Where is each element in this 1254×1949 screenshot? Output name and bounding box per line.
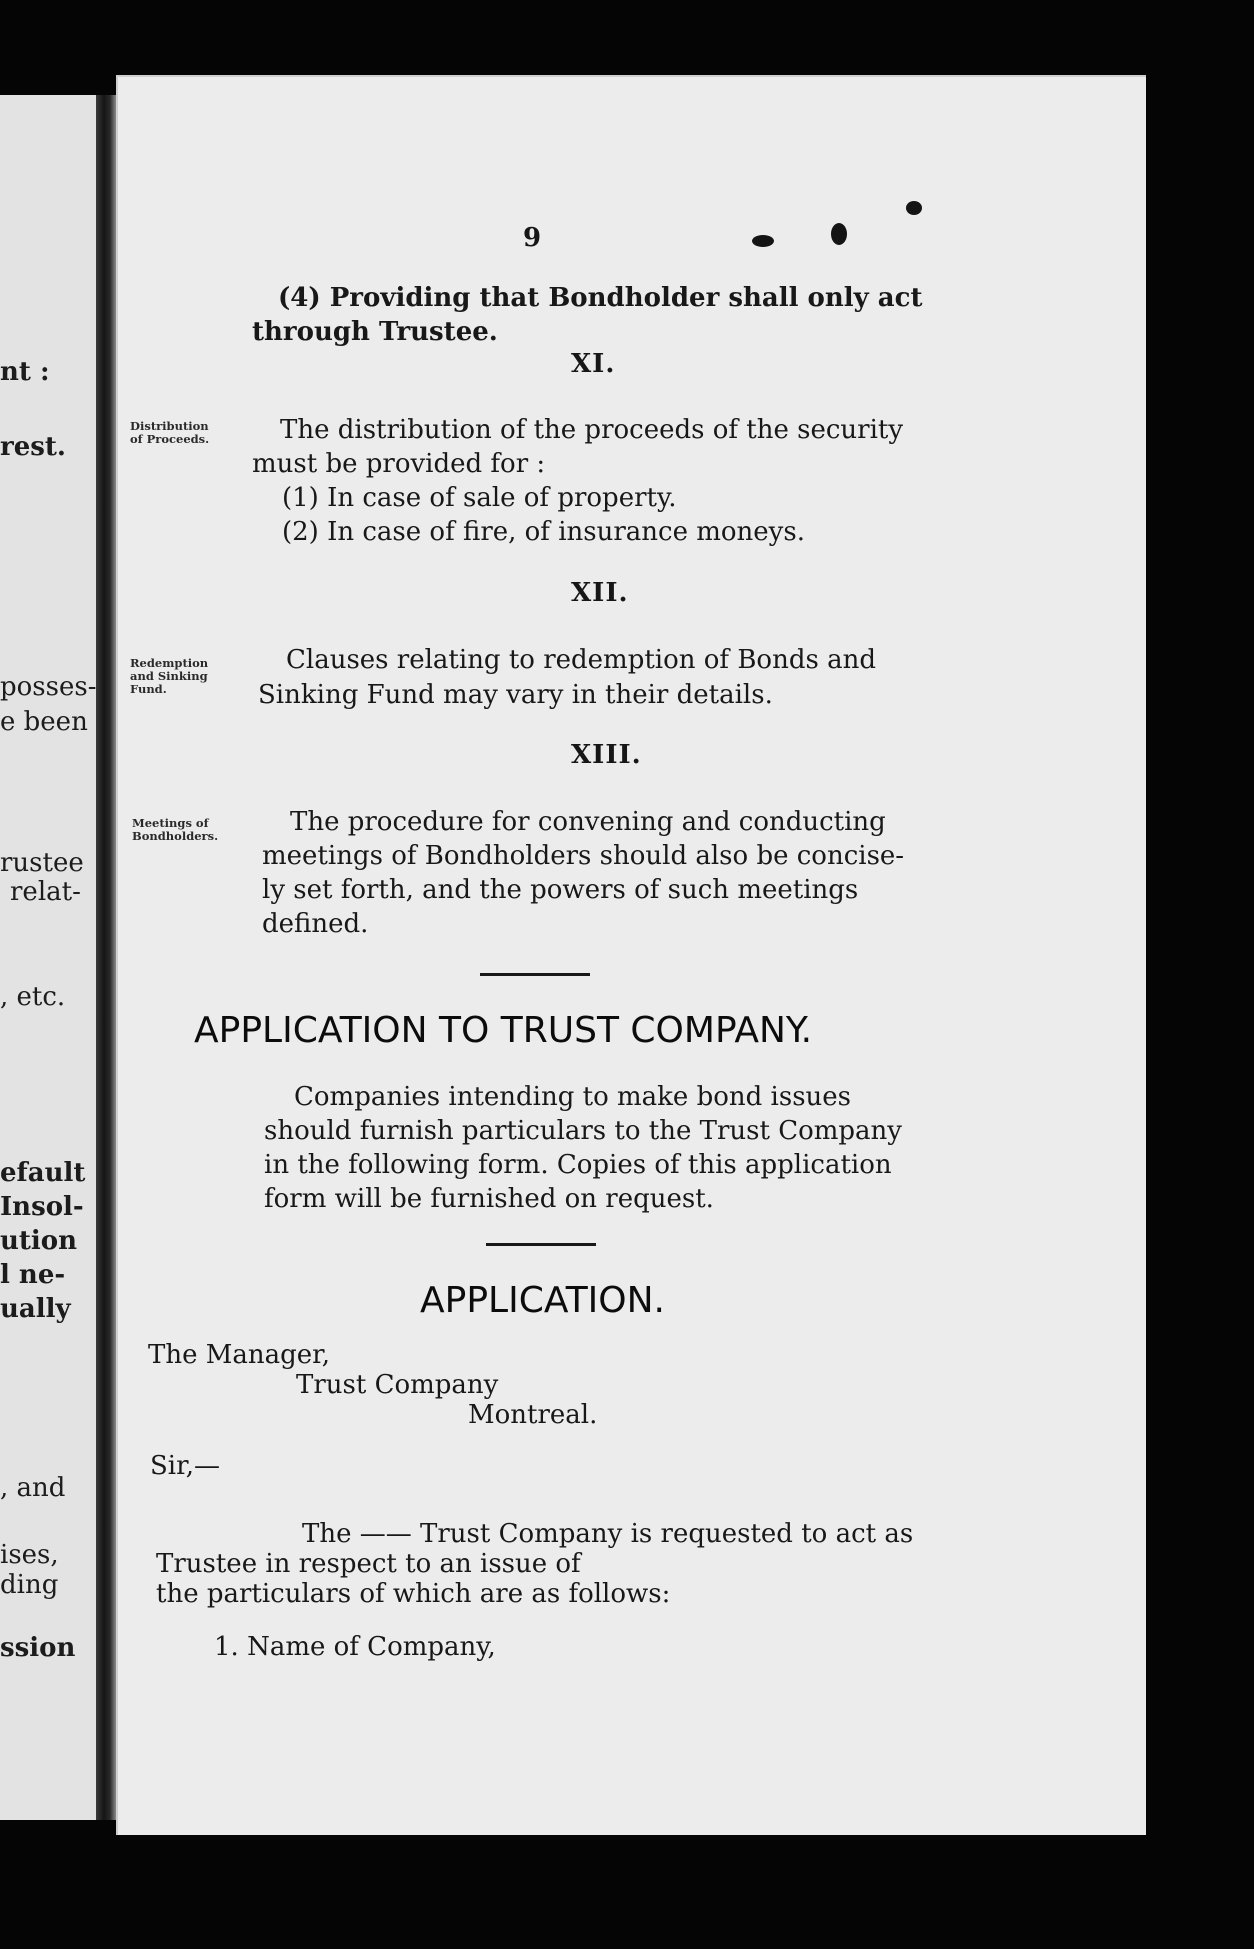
ink-blot <box>752 235 774 247</box>
letter-body-line: Trustee in respect to an issue of <box>156 1549 581 1579</box>
section-line: (2) In case of fire, of insurance moneys. <box>282 517 805 547</box>
section-line: Sinking Fund may vary in their details. <box>258 680 773 710</box>
section-line: ly set forth, and the powers of such meetings <box>262 875 859 905</box>
intro-line: should furnish particulars to the Trust Company <box>264 1116 902 1146</box>
section-numeral: XIII. <box>571 740 642 770</box>
left-fragment: ises, <box>0 1540 59 1570</box>
left-fragment: ssion <box>0 1633 76 1663</box>
item-4-line: through Trustee. <box>252 317 498 347</box>
intro-line: Companies intending to make bond issues <box>294 1082 852 1112</box>
letter-city: Montreal. <box>468 1400 598 1430</box>
letter-body-line: The —— Trust Company is requested to act as <box>302 1519 914 1549</box>
left-fragment: Insol- <box>0 1192 84 1222</box>
page <box>116 75 1146 1835</box>
application-title: APPLICATION. <box>420 1280 666 1321</box>
left-fragment: ding <box>0 1570 59 1600</box>
application-heading: APPLICATION TO TRUST COMPANY. <box>194 1010 813 1051</box>
side-note: Distribution of Proceeds. <box>130 419 210 446</box>
book-spine <box>96 95 116 1820</box>
left-fragment: e been <box>0 707 88 737</box>
section-numeral: XI. <box>571 349 616 379</box>
divider <box>486 1243 596 1246</box>
left-fragment: ution <box>0 1226 78 1256</box>
section-line: (1) In case of sale of property. <box>282 483 677 513</box>
letter-item-1: 1. Name of Company, <box>214 1632 496 1662</box>
section-line: The procedure for convening and conducting <box>290 807 886 837</box>
left-page-fragment <box>0 95 96 1820</box>
section-line: must be provided for : <box>252 449 546 479</box>
side-note: Redemption and Sinking Fund. <box>130 656 209 696</box>
left-fragment: ually <box>0 1294 71 1324</box>
item-4-line: (4) Providing that Bondholder shall only act <box>278 283 923 313</box>
letter-addressee: The Manager, <box>148 1340 330 1370</box>
left-fragment: efault <box>0 1158 86 1188</box>
letter-salutation: Sir,— <box>150 1451 220 1481</box>
left-fragment: , and <box>0 1473 66 1503</box>
left-fragment: l ne- <box>0 1260 66 1290</box>
left-fragment: rest. <box>0 432 66 462</box>
ink-blot <box>831 223 847 245</box>
letter-body-line: the particulars of which are as follows: <box>156 1579 671 1609</box>
left-fragment: , etc. <box>0 982 66 1012</box>
section-line: The distribution of the proceeds of the security <box>280 415 904 445</box>
intro-line: in the following form. Copies of this application <box>264 1150 892 1180</box>
section-numeral: XII. <box>571 578 629 608</box>
page-number: 9 <box>523 223 542 253</box>
left-fragment: nt : <box>0 357 50 387</box>
divider <box>480 973 590 976</box>
letter-company: Trust Company <box>296 1370 499 1400</box>
section-line: Clauses relating to redemption of Bonds and <box>286 645 876 675</box>
left-fragment: relat- <box>10 877 81 907</box>
intro-line: form will be furnished on request. <box>264 1184 714 1214</box>
left-fragment: posses- <box>0 672 97 702</box>
ink-blot <box>906 201 922 215</box>
section-line: defined. <box>262 909 369 939</box>
left-fragment: rustee <box>0 848 84 878</box>
section-line: meetings of Bondholders should also be concise- <box>262 841 905 871</box>
side-note: Meetings of Bondholders. <box>132 816 219 843</box>
